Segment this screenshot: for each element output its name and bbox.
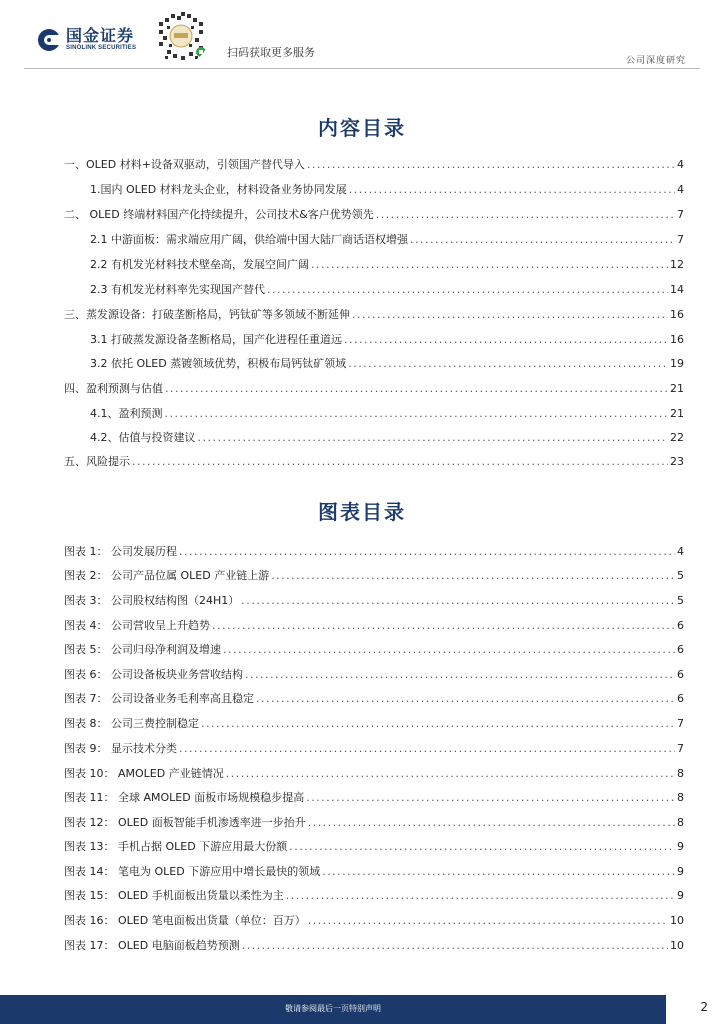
toc-entry[interactable]: 4.1、盈利预测 . . . 21	[90, 405, 684, 421]
document-type-label: 公司深度研究	[625, 56, 686, 66]
figure-entry[interactable]: 图表 10： AMOLED 产业链情况 . . . 8	[64, 765, 684, 781]
logo-mark-icon	[38, 29, 60, 51]
toc-entry[interactable]: 2.3 有机发光材料率先实现国产替代 . . . 14	[90, 281, 684, 297]
toc-entry[interactable]: 3.2 依托 OLED 蒸镀领域优势，积极布局钙钛矿领域 . . . 19	[90, 355, 684, 371]
figure-entry[interactable]: 图表 16： OLED 笔电面板出货量（单位：百万） . . . 10	[64, 912, 684, 928]
toc-entry[interactable]: 2.1 中游面板：需求端应用广阔，供给端中国大陆厂商话语权增强 . . . 7	[90, 231, 684, 247]
toc-entry[interactable]: 3.1 打破蒸发源设备垄断格局，国产化进程任重道远 . . . 16	[90, 331, 684, 347]
figure-entry[interactable]: 图表 2： 公司产品位属 OLED 产业链上游 . . . 5	[64, 567, 684, 583]
toc-entry[interactable]: 1.国内 OLED 材料龙头企业，材料设备业务协同发展 . . . 4	[90, 181, 684, 197]
figure-entry[interactable]: 图表 17： OLED 电脑面板趋势预测 . . . 10	[64, 937, 684, 953]
figure-entry[interactable]: 图表 14： 笔电为 OLED 下游应用中增长最快的领域 . . . 9	[64, 863, 684, 879]
page-number: 2	[700, 1000, 708, 1014]
toc-entry[interactable]: 一、OLED 材料+设备双驱动，引领国产替代导入 . . . 4	[64, 156, 684, 172]
figure-entry[interactable]: 图表 13： 手机占据 OLED 下游应用最大份额 . . . 9	[64, 838, 684, 854]
sinolink-logo	[38, 27, 136, 52]
toc-entry[interactable]: 五、风险提示 . . . 23	[64, 453, 684, 469]
toc-entry[interactable]: 4.2、估值与投资建议 . . . 22	[90, 429, 684, 445]
figure-entry[interactable]: 图表 4： 公司营收呈上升趋势 . . . 6	[64, 617, 684, 633]
content-toc-title: 内容目录	[318, 116, 406, 140]
page-header	[0, 0, 724, 70]
logo-english-name: SINOLINK SECURITIES	[66, 45, 137, 51]
toc-entry[interactable]: 2.2 有机发光材料技术壁垒高，发展空间广阔 . . . 12	[90, 256, 684, 272]
figure-toc-title: 图表目录	[318, 500, 406, 524]
toc-entry[interactable]: 三、蒸发源设备：打破垄断格局，钙钛矿等多领域不断延伸 . . . 16	[64, 306, 684, 322]
header-divider	[24, 68, 700, 69]
figure-entry[interactable]: 图表 12： OLED 面板智能手机渗透率进一步抬升 . . . 8	[64, 814, 684, 830]
scan-for-service-text: 扫码获取更多服务	[227, 46, 315, 59]
footer-disclaimer: 敬请参阅最后一页特别声明	[285, 1004, 381, 1013]
toc-entry[interactable]: 二、 OLED 终端材料国产化持续提升，公司技术&客户优势领先 . . . 7	[64, 206, 684, 222]
qr-code-icon[interactable]	[153, 8, 209, 64]
figure-entry[interactable]: 图表 11： 全球 AMOLED 面板市场规模稳步提高 . . . 8	[64, 789, 684, 805]
figure-entry[interactable]: 图表 15： OLED 手机面板出货量以柔性为主 . . . 9	[64, 887, 684, 903]
figure-entry[interactable]: 图表 7： 公司设备业务毛利率高且稳定 . . . 6	[64, 690, 684, 706]
logo-chinese-name: 国金证券	[66, 26, 135, 45]
figure-entry[interactable]: 图表 1： 公司发展历程 . . . 4	[64, 543, 684, 559]
figure-entry[interactable]: 图表 9： 显示技术分类 . . . 7	[64, 740, 684, 756]
figure-entry[interactable]: 图表 6： 公司设备板块业务营收结构 . . . 6	[64, 666, 684, 682]
figure-entry[interactable]: 图表 8： 公司三费控制稳定 . . . 7	[64, 715, 684, 731]
figure-entry[interactable]: 图表 3： 公司股权结构图（24H1） . . . 5	[64, 592, 684, 608]
figure-entry[interactable]: 图表 5： 公司归母净利润及增速 . . . 6	[64, 641, 684, 657]
toc-entry[interactable]: 四、盈利预测与估值 . . . 21	[64, 380, 684, 396]
